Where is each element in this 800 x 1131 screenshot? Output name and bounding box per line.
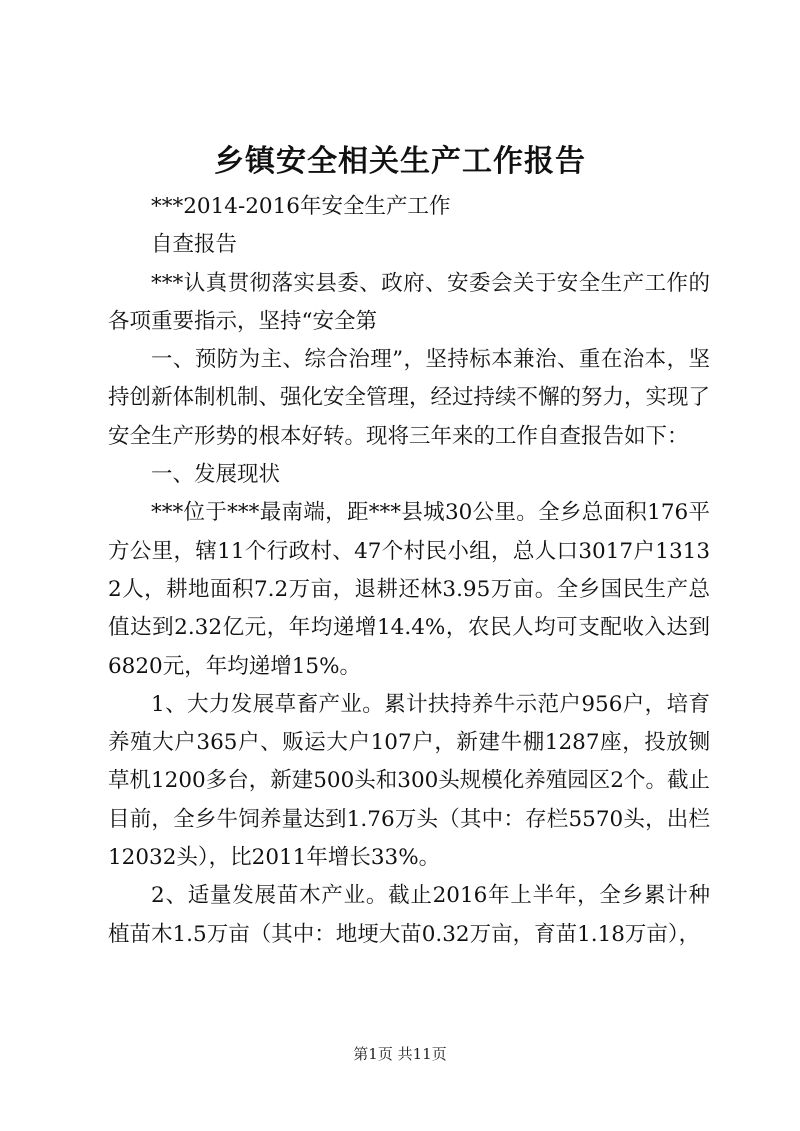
document-body (108, 188, 710, 954)
page-number-footer: 第1页 共11页 (353, 1045, 447, 1063)
section-heading-status: 一、发展现状 (151, 462, 281, 488)
paragraph-subtitle-line2: 自查报告 (151, 232, 238, 258)
paragraph-intro: ***认真贯彻落实县委、政府、安委会关于安全生产工作的各项重要指示，坚持“安全第 (108, 270, 710, 334)
paragraph-principles: 一、预防为主、综合治理”，坚持标本兼治、重在治本，坚持创新体制机制、强化安全管理，经过持续不懈的努力，实现了安全生产形势的根本好转。现将三年来的工作自查报告如下： (108, 347, 711, 449)
paragraph-livestock: 1、大力发展草畜产业。累计扶持养牛示范户956户，培育养殖大户365户、贩运大户107户，新建牛棚1287座，投放铡草机1200多台，新建500头和300头规模化养殖园区2个。截止目前，全乡牛饲养量达到1.76万头（其中：存栏5570头，出栏12032头），比2011年增长33%。 (108, 691, 710, 871)
document-title: 乡镇安全相关生产工作报告 (214, 144, 586, 179)
paragraph-nursery: 2、适量发展苗木产业。截止2016年上半年，全乡累计种植苗木1.5万亩（其中：地埂大苗0.32万亩，育苗1.18万亩）， (108, 883, 710, 947)
paragraph-subtitle-line1: ***2014-2016年安全生产工作 (151, 194, 451, 219)
paragraph-overview: ***位于***最南端，距***县城30公里。全乡总面积176平方公里，辖11个行政村、47个村民小组，总人口3017户13132人，耕地面积7.2万亩，退耕还林3.95万亩。全乡国民生产总值达到2.32亿元，年均递增14.4%，农民人均可支配收入达到6820元，年均递增15%。 (108, 500, 710, 679)
